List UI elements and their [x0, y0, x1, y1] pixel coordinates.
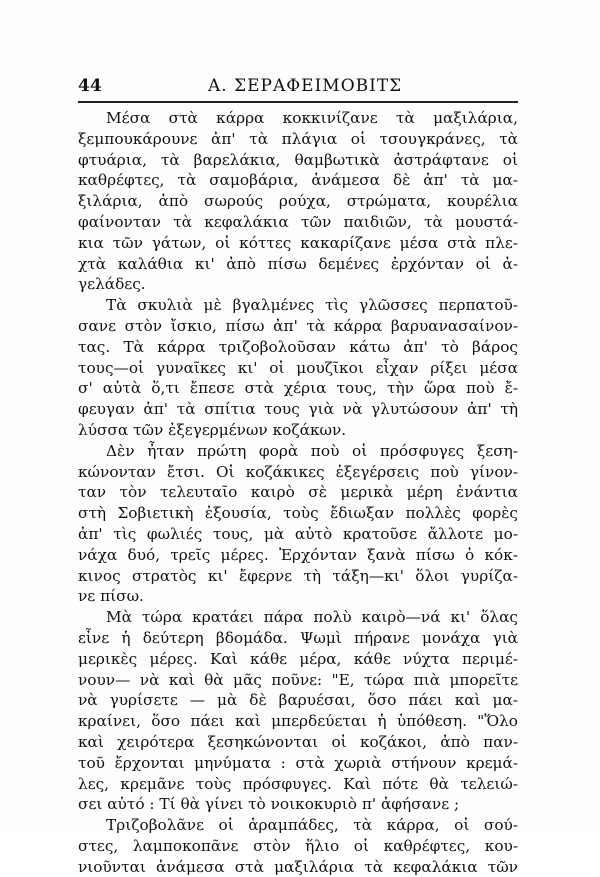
text-line: μερικὲς μέρες. Καὶ κάθε μέρα, κάθε νύχτα περιμέ- — [78, 649, 518, 668]
text-line: φτυάρια, τὰ βαρελάκια, θαμβωτικὰ ἀστράφτανε οἱ — [78, 150, 518, 169]
text-line: ξεμπουκάρουνε ἀπ' τὰ πλάγια οἱ τσουγκράνες, τὰ — [78, 129, 518, 148]
text-line: λες, κρεμᾶνε τοὺς πρόσφυγες. Καὶ πότε θὰ τελειώ- — [78, 774, 518, 793]
text-line: λύσσα τῶν ἐξεγερμένων κοζάκων. — [78, 420, 347, 439]
text-line: κια τῶν γάτων, οἱ κόττες κακαρίζανε μέσα στὰ πλε- — [78, 233, 518, 252]
text-line: γελάδες. — [78, 275, 146, 294]
text-line: Μέσα στὰ κάρρα κοκκινίζανε τὰ μαξιλάρια, — [106, 109, 518, 127]
page-header — [78, 72, 518, 98]
text-line: κώνονταν ἔτσι. Οἱ κοζάκικες ἐξεγέρσεις ποὺ γίνον- — [78, 462, 518, 481]
text-line: Τριζοβολᾶνε οἱ ἁραμπάδες, τὰ κάρρα, οἱ σού- — [106, 816, 518, 835]
text-line: τους—οἱ γυναῖκες κι' οἱ μουζῖκοι εἶχαν ρίξει μέσα — [78, 358, 518, 377]
header-rule — [78, 101, 518, 103]
text-line: Δὲν ἦταν πρώτη φορὰ ποὺ οἱ πρόσφυγες ξεση- — [106, 441, 518, 460]
text-line: φευγαν ἀπ' τὰ σπίτια τους γιὰ νὰ γλυτώσουν ἀπ' τὴ — [78, 400, 518, 419]
text-line: κινος στρατὸς κι' ἔφερνε τὴ τάξη—κι' ὅλοι γυρίζα- — [78, 566, 518, 585]
page-number: 44 — [78, 76, 102, 96]
text-line: νουν— νὰ καὶ θὰ μᾶς ποῦνε: "Ε, τώρα πιὰ μπορεῖτε — [78, 670, 518, 689]
text-line: τας. Τὰ κάρρα τριζοβολοῦσαν κάτω ἀπ' τὸ βάρος — [78, 337, 518, 356]
text-line: νε πίσω. — [78, 587, 144, 606]
text-line: τοῦ ἔρχονται μηνύματα : στὰ χωριὰ στήνουν κρεμά- — [78, 753, 518, 772]
text-line: κραίνει, ὅσο πάει καὶ μπερδεύεται ἡ ὑπόθεση. "Ὅλο — [78, 712, 518, 731]
text-line: ξιλάρια, ἀπὸ σωρούς ρούχα, στρώματα, κουρέλια — [78, 192, 518, 211]
text-line: Τὰ σκυλιὰ μὲ βγαλμένες τὶς γλῶσσες περπατοῦ- — [106, 296, 518, 315]
text-line: εἶνε ἡ δεύτερη βδομάδα. Ψωμὶ πήρανε μονάχα γιὰ — [78, 628, 518, 647]
text-line: ταν τὸν τελευταῖο καιρὸ σὲ μερικὰ μέρη ἐνάντια — [78, 483, 518, 502]
text-line: καὶ χειρότερα ξεσηκώνονται οἱ κοζάκοι, ἀπὸ παν- — [78, 732, 518, 751]
text-line: σανε στὸν ἴσκιο, πίσω ἀπ' τὰ κάρρα βαρυανασαίνον- — [78, 316, 518, 335]
text-line: Μὰ τώρα κρατάει πάρα πολὺ καιρὸ—νά κι' ὅλας — [106, 608, 518, 627]
running-head: Α. ΣΕΡΑΦΕΙΜΟΒΙΤΣ — [208, 76, 403, 96]
text-line: νιοῦνται ἀνάμεσα στὰ μαξιλάρια τὰ κεφαλάκια τῶν — [78, 857, 518, 876]
text-line: ἀπ' τὶς φωλιές τους, μὰ αὐτὸ κρατοῦσε ἄλλοτε μο- — [78, 524, 518, 543]
text-line: στες, λαμποκοπᾶνε στὸν ἥλιο οἱ καθρέφτες, κου- — [78, 836, 518, 855]
body-text — [78, 108, 518, 877]
text-line: νὰ γυρίσετε — μὰ δὲ βαρυέσαι, ὅσο πάει καὶ μα- — [78, 691, 518, 710]
text-line: καθρέφτες, τὰ σαμοβάρια, ἀνάμεσα δὲ ἀπ' τὰ μα- — [78, 171, 518, 190]
text-line: στὴ Σοβιετικὴ ἐξουσία, τοὺς ἔδιωξαν πολλὲς φορὲς — [78, 504, 518, 523]
text-line: χτὰ καλάθια κι' ἀπὸ πίσω δεμένες ἐρχόνταν οἱ ἀ- — [78, 254, 518, 273]
text-line: σει αὐτό : Τί θὰ γίνει τὸ νοικοκυριὸ π' ἀφήσανε ; — [78, 795, 460, 814]
text-line: φαίνονταν τὰ κεφαλάκια τῶν παιδιῶν, τὰ μουστά- — [78, 212, 518, 231]
text-line: νάχα δυό, τρεῖς μέρες. Ἐρχόνταν ξανὰ πίσω ὁ κόκ- — [78, 545, 518, 564]
text-line: σ' αὐτὰ ὅ,τι ἔπεσε στὰ χέρια τους, τὴν ὥρα ποὺ ἔ- — [78, 379, 518, 398]
